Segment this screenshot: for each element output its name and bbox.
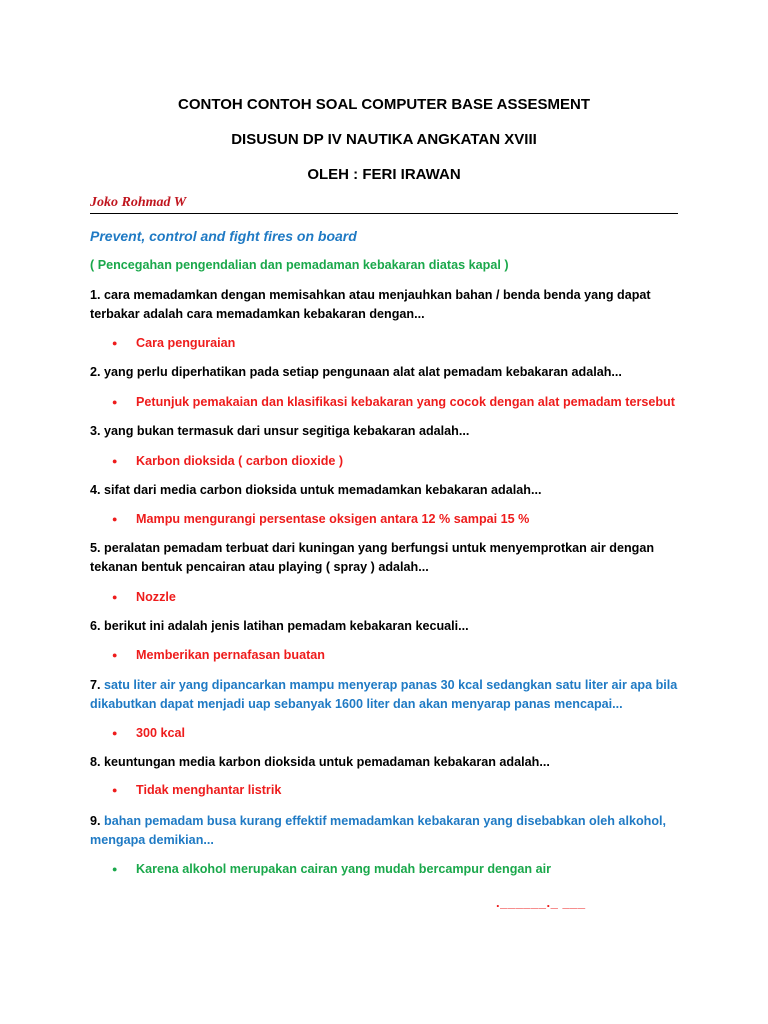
question-text: sifat dari media carbon dioksida untuk memadamkan kebakaran adalah... — [104, 483, 542, 497]
bullet-icon: ● — [112, 514, 118, 524]
topic-english: Prevent, control and fight fires on board — [90, 228, 357, 244]
question-text: bahan pemadam busa kurang effektif memadamkan kebakaran yang disebabkan oleh alkohol, mengapa demikian... — [90, 814, 667, 847]
question-text: keuntungan media karbon dioksida untuk pemadaman kebakaran adalah... — [104, 755, 550, 769]
document-title-line-2: DISUSUN DP IV NAUTIKA ANGKATAN XVIII — [231, 131, 537, 148]
answer-text: Cara penguraian — [136, 336, 236, 350]
answer-text: Petunjuk pemakaian dan klasifikasi kebakaran yang cocok dengan alat pemadam tersebut — [136, 395, 675, 409]
question-2 — [90, 363, 680, 382]
answer-3 — [112, 452, 682, 470]
author-name: Joko Rohmad W — [90, 195, 187, 210]
question-text: berikut ini adalah jenis latihan pemadam kebakaran kecuali... — [104, 619, 469, 633]
document-title-line-1: CONTOH CONTOH SOAL COMPUTER BASE ASSESMENT — [178, 96, 590, 113]
bullet-icon: ● — [112, 785, 118, 795]
question-text: yang perlu diperhatikan pada setiap pengunaan alat alat pemadam kebakaran adalah... — [104, 365, 622, 379]
question-7 — [90, 676, 680, 714]
question-4 — [90, 481, 680, 500]
bullet-icon: ● — [112, 592, 118, 602]
question-number: 9. — [90, 814, 101, 828]
question-number: 5. — [90, 541, 101, 555]
answer-text: Karena alkohol merupakan cairan yang mudah bercampur dengan air — [136, 862, 552, 876]
answer-text: 300 kcal — [136, 726, 186, 740]
question-3 — [90, 422, 680, 441]
bullet-icon: ● — [112, 397, 118, 407]
question-text: peralatan pemadam terbuat dari kuningan yang berfungsi untuk menyemprotkan air dengan tekanan bentuk pencairan atau playing ( spray ) adalah... — [90, 541, 655, 574]
document-title-line-3: OLEH : FERI IRAWAN — [307, 166, 461, 183]
topic-indonesian: ( Pencegahan pengendalian dan pemadaman kebakaran diatas kapal ) — [90, 258, 509, 272]
answer-7 — [112, 724, 682, 742]
question-number: 4. — [90, 483, 101, 497]
question-text: yang bukan termasuk dari unsur segitiga kebakaran adalah... — [104, 424, 470, 438]
bullet-icon: ● — [112, 864, 118, 874]
answer-4 — [112, 510, 682, 528]
bullet-icon: ● — [112, 650, 118, 660]
question-text: satu liter air yang dipancarkan mampu menyerap panas 30 kcal sedangkan satu liter air apa bila dikabutkan dapat menjadi uap sebanyak 1600 liter dan akan menyarap panas mencapai... — [90, 678, 678, 711]
question-6 — [90, 617, 680, 636]
question-number: 3. — [90, 424, 101, 438]
question-5 — [90, 539, 680, 577]
question-number: 7. — [90, 678, 101, 692]
question-number: 6. — [90, 619, 101, 633]
bullet-icon: ● — [112, 728, 118, 738]
question-8 — [90, 753, 680, 772]
answer-1 — [112, 334, 682, 352]
answer-5 — [112, 588, 682, 606]
author-header-rule — [90, 195, 678, 214]
bullet-icon: ● — [112, 456, 118, 466]
question-number: 2. — [90, 365, 101, 379]
answer-6 — [112, 646, 682, 664]
footer-mark: .______._ ___ — [496, 895, 586, 910]
question-9 — [90, 812, 680, 850]
question-number: 8. — [90, 755, 101, 769]
answer-9 — [112, 860, 682, 878]
question-number: 1. — [90, 288, 101, 302]
answer-text: Karbon dioksida ( carbon dioxide ) — [136, 454, 344, 468]
answer-8 — [112, 781, 682, 799]
answer-text: Memberikan pernafasan buatan — [136, 648, 325, 662]
answer-text: Tidak menghantar listrik — [136, 783, 282, 797]
bullet-icon: ● — [112, 338, 118, 348]
question-1 — [90, 286, 680, 324]
answer-text: Nozzle — [136, 590, 176, 604]
question-text: cara memadamkan dengan memisahkan atau menjauhkan bahan / benda benda yang dapat terbakar adalah cara memadamkan kebakaran dengan... — [90, 288, 651, 321]
answer-2 — [112, 393, 682, 411]
answer-text: Mampu mengurangi persentase oksigen antara 12 % sampai 15 % — [136, 512, 530, 526]
